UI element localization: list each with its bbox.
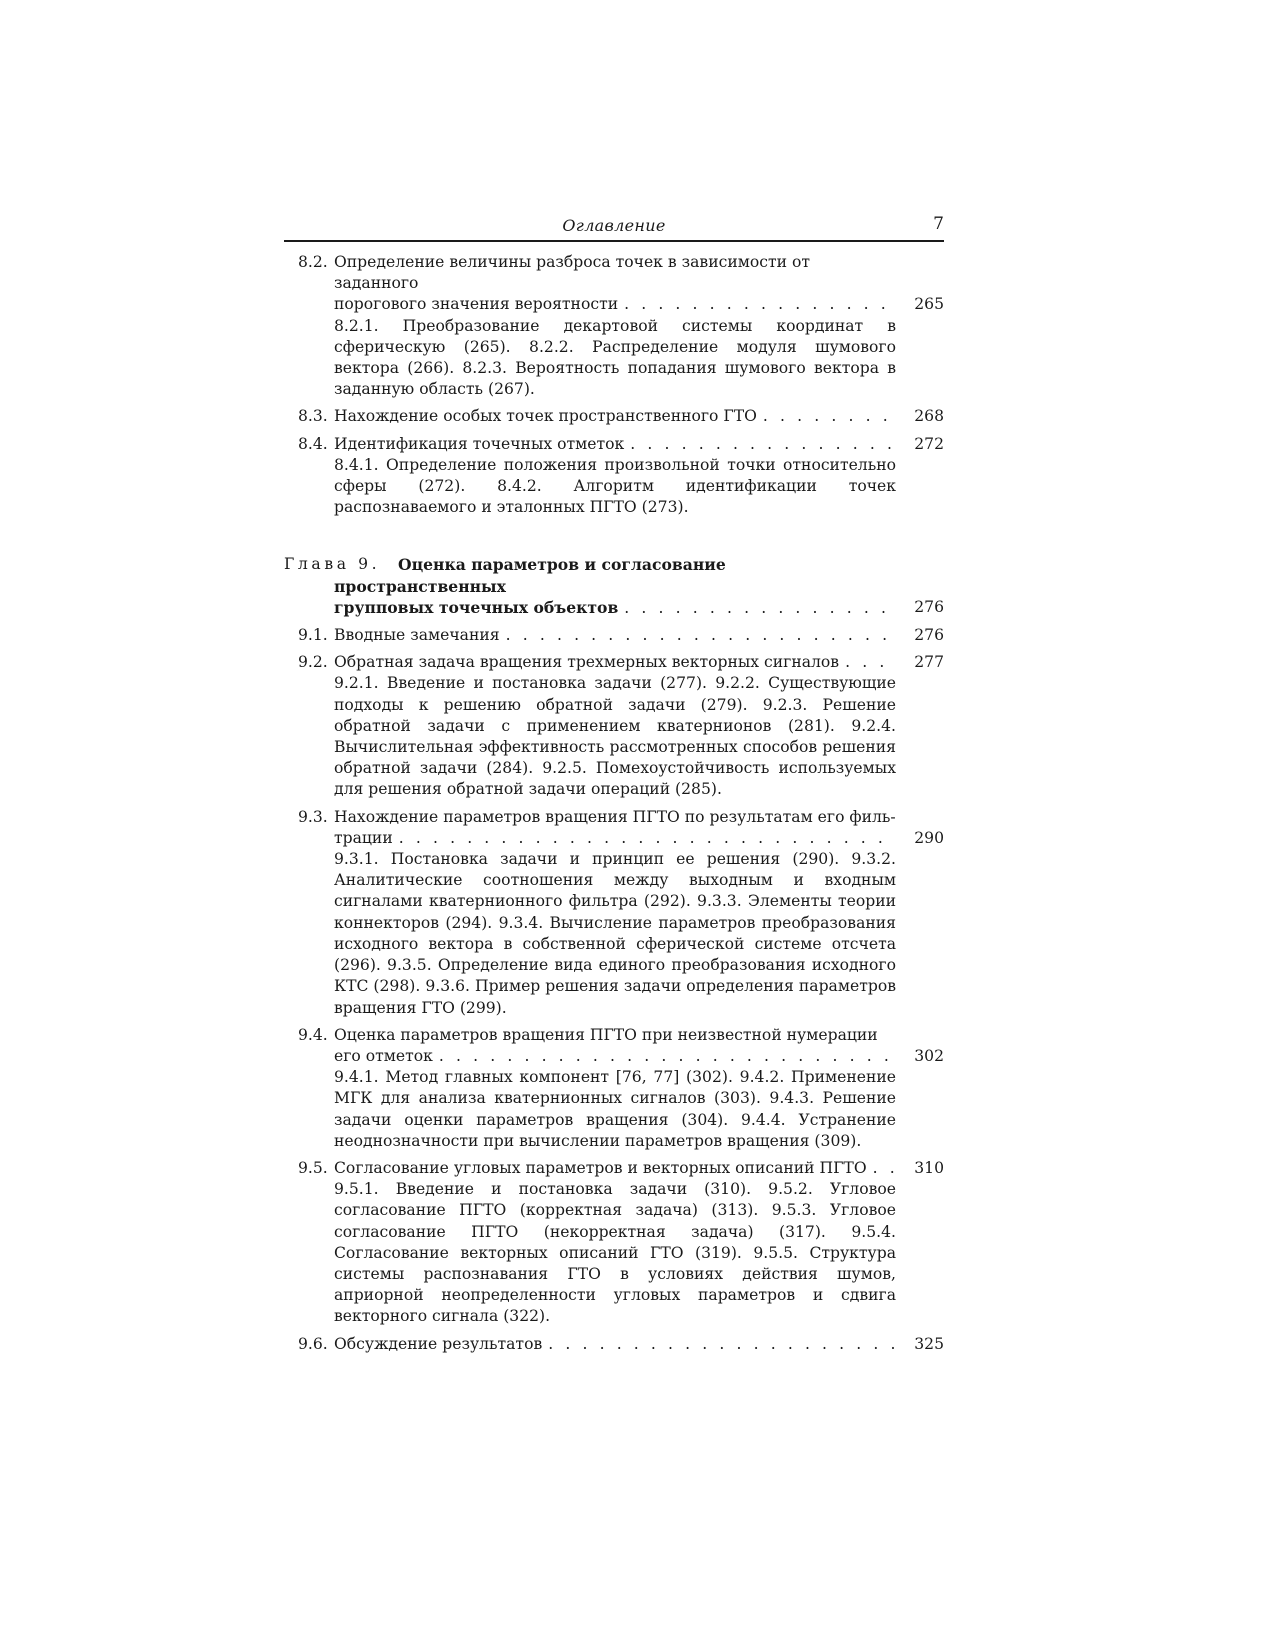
leader-dots xyxy=(399,828,896,849)
toc-entry-number: 9.2. xyxy=(298,653,328,672)
toc-entry-page: 265 xyxy=(914,295,944,314)
leader-dots xyxy=(624,294,896,315)
leader-dots xyxy=(630,434,896,455)
toc-entry-page: 268 xyxy=(914,407,944,426)
running-header xyxy=(284,214,944,242)
toc-entry xyxy=(284,807,944,1019)
chapter-title-line xyxy=(334,597,944,619)
toc-entry-page: 325 xyxy=(914,1334,944,1353)
toc-entry-title-line xyxy=(334,1158,944,1179)
toc-entry xyxy=(284,434,944,519)
toc-page xyxy=(284,214,944,1361)
toc-entry-page: 302 xyxy=(914,1046,944,1065)
toc-entry-title: Определение величины разброса точек в зависимости от заданного xyxy=(334,253,810,293)
running-header-title: Оглавление xyxy=(562,216,666,235)
toc-entry xyxy=(284,652,944,800)
toc-entry-title: Вводные замечания xyxy=(334,626,500,645)
toc-entry-number: 9.4. xyxy=(298,1025,328,1044)
toc-entry-page: 276 xyxy=(914,626,944,645)
leader-dots xyxy=(506,625,896,646)
toc-entry-title-line xyxy=(334,406,944,427)
leader-dots xyxy=(548,1334,896,1355)
table-of-contents xyxy=(284,252,944,1355)
leader-dots xyxy=(845,652,896,673)
toc-subentries: 8.4.1. Определение положения произвольной точки относительно сферы (272). 8.4.2. Алгоритм идентификации точек распознаваемого и эталонных ПГТО (273). xyxy=(334,455,896,517)
toc-entry-page: 290 xyxy=(914,828,944,847)
toc-entry-title-line xyxy=(334,1334,944,1355)
toc-entry-title: порогового значения вероятности xyxy=(334,295,619,314)
toc-entry xyxy=(284,1025,944,1152)
leader-dots xyxy=(439,1046,896,1067)
chapter-heading xyxy=(284,554,944,619)
leader-dots xyxy=(873,1158,896,1179)
toc-subentries: 9.5.1. Введение и постановка задачи (310). 9.5.2. Угловое согласование ПГТО (корректная задача) (313). 9.5.3. Угловое согласование ПГТО (некорректная задача) (317). 9.5.4. Согласование векторных описаний ГТО (319). 9.5.5. Структура системы распознавания ГТО в условиях действия шумов, априорной неопределенности угловых параметров и сдвига векторного сигнала (322). xyxy=(334,1180,896,1326)
toc-entry-page: 272 xyxy=(914,434,944,453)
toc-entry-title: Оценка параметров вращения ПГТО при неизвестной нумерации xyxy=(334,1025,878,1044)
toc-subentries: 9.3.1. Постановка задачи и принцип ее решения (290). 9.3.2. Аналитические соотношения между выходным и входным сигналами кватернионного фильтра (292). 9.3.3. Элементы теории коннекторов (294). 9.3.4. Вычисление параметров преобразования исходного вектора в собственной сферической системе отсчета (296). 9.3.5. Определение вида единого преобразования исходного КТС (298). 9.3.6. Пример решения задачи определения параметров вращения ГТО (299). xyxy=(334,850,896,1017)
toc-entry-title: Нахождение особых точек пространственного ГТО xyxy=(334,407,757,426)
toc-entry-number: 9.1. xyxy=(298,626,328,645)
toc-subentries: 9.4.1. Метод главных компонент [76, 77] (302). 9.4.2. Применение МГК для анализа кватернионных сигналов (303). 9.4.3. Решение задачи оценки параметров вращения (304). 9.4.4. Устранение неоднозначности при вычислении параметров вращения (309). xyxy=(334,1068,896,1150)
toc-entry-title: его отметок xyxy=(334,1046,433,1065)
toc-entry-number: 8.4. xyxy=(298,434,328,453)
toc-entry-title-line xyxy=(334,434,944,455)
leader-dots xyxy=(624,598,896,619)
toc-entry-number: 8.2. xyxy=(298,253,328,271)
toc-entry xyxy=(284,252,944,400)
leader-dots xyxy=(763,406,896,427)
toc-entry xyxy=(284,625,944,646)
toc-entry-title: трации xyxy=(334,828,393,847)
toc-entry-number: 9.3. xyxy=(298,807,328,826)
chapter-label: Глава 9. xyxy=(284,555,381,574)
toc-entry-title-line xyxy=(334,652,944,673)
chapter-title: групповых точечных объектов xyxy=(334,597,619,617)
chapter-page: 276 xyxy=(914,597,944,616)
toc-entry-title: Нахождение параметров вращения ПГТО по результатам его филь- xyxy=(334,807,896,826)
toc-entry xyxy=(284,1158,944,1328)
toc-subentries: 8.2.1. Преобразование декартовой системы координат в сферическую (265). 8.2.2. Распределение модуля шумового вектора (266). 8.2.3. Вероятность попадания шумового вектора в заданную область (267). xyxy=(334,316,896,399)
toc-entry-number: 8.3. xyxy=(298,407,328,426)
toc-entry-title: Обратная задача вращения трехмерных векторных сигналов xyxy=(334,653,840,672)
toc-entry xyxy=(284,1334,944,1355)
toc-entry-title-line xyxy=(334,1046,944,1067)
toc-entry-title: Обсуждение результатов xyxy=(334,1334,543,1353)
chapter-title: Оценка параметров и согласование пространственных xyxy=(334,555,726,596)
toc-entry-title-line xyxy=(334,828,944,849)
toc-entry-title: Согласование угловых параметров и векторных описаний ПГТО xyxy=(334,1158,867,1177)
toc-entry xyxy=(284,406,944,427)
toc-entry-page: 310 xyxy=(914,1158,944,1177)
toc-entry-title-line xyxy=(334,294,944,315)
toc-entry-page: 277 xyxy=(914,653,944,672)
page-number: 7 xyxy=(933,214,944,234)
toc-entry-number: 9.6. xyxy=(298,1334,328,1353)
toc-entry-number: 9.5. xyxy=(298,1158,328,1177)
toc-entry-title: Идентификация точечных отметок xyxy=(334,434,625,453)
toc-subentries: 9.2.1. Введение и постановка задачи (277). 9.2.2. Существующие подходы к решению обратной задачи (279). 9.2.3. Решение обратной задачи с применением кватернионов (281). 9.2.4. Вычислительная эффективность рассмотренных способов решения обратной задачи (284). 9.2.5. Помехоустойчивость используемых для решения обратной задачи операций (285). xyxy=(334,674,896,799)
toc-entry-title-line xyxy=(334,625,944,646)
